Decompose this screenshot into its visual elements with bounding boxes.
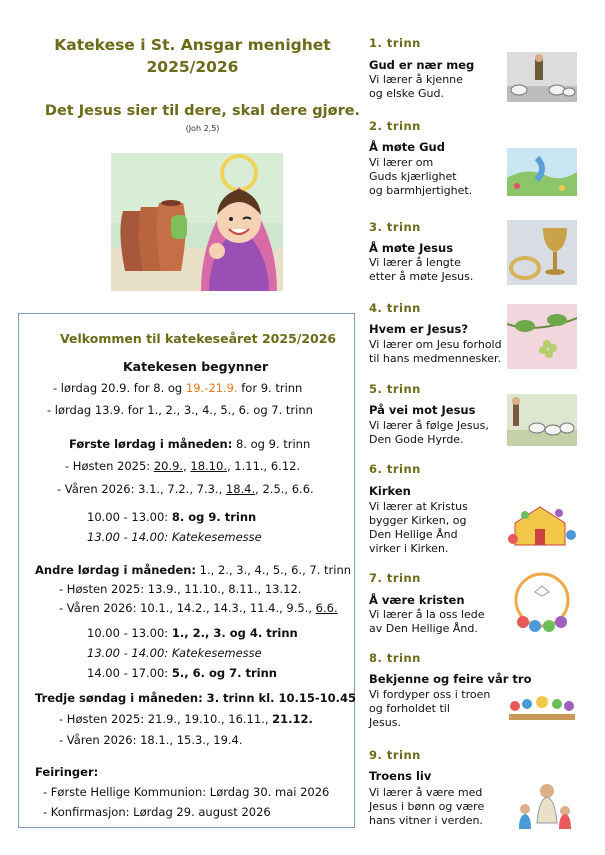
level-6-church-building-image [505,495,579,557]
second-saturday-autumn: - Høsten 2025: 13.9., 11.10., 8.11., 13.12. [59,582,302,596]
level-3-heading: 3. trinn [369,220,421,234]
level-2-creation-image [507,148,577,196]
level-8-heading: 8. trinn [369,651,421,665]
level-2-heading: 2. trinn [369,119,421,133]
level-7-title: Å være kristen [369,593,465,607]
start-heading: Katekesen begynner [123,359,269,374]
level-4-vine-image [507,304,577,369]
level-4-heading: 4. trinn [369,301,421,315]
level-4-description: Vi lærer om Jesu forhold til hans medmennesker. [369,338,502,365]
start-line-1: - lørdag 20.9. for 8. og 19.-21.9. for 9. trinn [53,381,303,395]
celebration-confirmation: - Konfirmasjon: Lørdag 29. august 2026 [43,805,271,819]
start-line-2: - lørdag 13.9. for 1., 2., 3., 4., 5., 6. og 7. trinn [47,403,313,417]
level-3-title: Å møte Jesus [369,241,454,255]
third-sunday-autumn: - Høsten 2025: 21.9., 19.10., 16.11., 21.12. [59,712,313,726]
level-2-title: Å møte Gud [369,140,445,154]
level-5-good-shepherd-image [507,394,577,446]
third-sunday-spring: - Våren 2026: 18.1., 15.3., 19.4. [59,733,243,747]
level-2-description: Vi lærer om Guds kjærlighet og barmhjertighet. [369,156,473,197]
level-8-last-supper-image [505,688,579,732]
level-6-title: Kirken [369,484,411,498]
second-saturday-heading: Andre lørdag i måneden: 1., 2., 3., 4., 5., 6., 7. trinn [35,563,352,577]
level-1-shepherd-image [507,52,577,102]
first-saturday-heading: Første lørdag i måneden: 8. og 9. trinn [69,437,311,451]
level-8-title: Bekjenne og feire vår tro [369,672,532,686]
level-3-description: Vi lærer å lengte etter å møte Jesus. [369,256,474,283]
second-saturday-time-1: 10.00 - 13.00: 1., 2., 3. og 4. trinn [87,626,298,640]
level-1-description: Vi lærer å kjenne og elske Gud. [369,73,463,100]
first-saturday-time-1: 10.00 - 13.00: 8. og 9. trinn [87,510,257,524]
page-title [30,34,355,78]
title-line-1: Katekese i St. Ansgar menighet [54,36,331,54]
first-saturday-autumn: - Høsten 2025: 20.9., 18.10., 1.11., 6.12. [65,459,301,473]
second-saturday-time-2: 13.00 - 14.00: Katekesemesse [87,646,262,660]
motto: Det Jesus sier til dere, skal dere gjøre. [44,103,361,119]
level-1-heading: 1. trinn [369,36,421,50]
level-7-heading: 7. trinn [369,571,421,585]
welcome-heading: Velkommen til katekeseåret 2025/2026 [60,331,337,346]
level-4-title: Hvem er Jesus? [369,322,469,336]
first-saturday-time-2: 13.00 - 14.00: Katekesemesse [87,530,262,544]
level-1-title: Gud er nær meg [369,58,475,72]
wedding-cana-illustration [111,153,283,291]
level-9-description: Vi lærer å være med Jesus i bønn og være hans vitner i verden. [369,786,485,827]
second-saturday-time-3: 14.00 - 17.00: 5., 6. og 7. trinn [87,666,277,680]
level-9-prayer-image [507,775,577,831]
celebrations-heading: Feiringer: [35,765,99,779]
level-6-heading: 6. trinn [369,462,421,476]
level-9-title: Troens liv [369,769,432,783]
second-saturday-spring: - Våren 2026: 10.1., 14.2., 14.3., 11.4., 9.5., 6.6. [59,601,338,615]
bible-reference: (Joh 2,5) [185,124,220,133]
level-6-description: Vi lærer at Kristus bygger Kirken, og Den Hellige Ånd virker i Kirken. [369,500,468,555]
celebration-first-communion: - Første Hellige Kommunion: Lørdag 30. mai 2026 [43,785,330,799]
level-5-title: På vei mot Jesus [369,403,476,417]
level-8-description: Vi fordyper oss i troen og forholdet til Jesus. [369,688,491,729]
welcome-box [18,313,355,828]
level-7-holy-spirit-image [509,570,575,640]
level-3-chalice-image [507,220,577,285]
level-5-description: Vi lærer å følge Jesus, Den Gode Hyrde. [369,419,489,446]
third-sunday-heading: Tredje søndag i måneden: 3. trinn kl. 10.15-10.45 [35,691,357,705]
title-line-2: 2025/2026 [146,58,239,76]
level-7-description: Vi lærer å la oss lede av Den Hellige Ånd. [369,608,485,635]
first-saturday-spring: - Våren 2026: 3.1., 7.2., 7.3., 18.4., 2.5., 6.6. [57,482,314,496]
level-9-heading: 9. trinn [369,748,421,762]
level-5-heading: 5. trinn [369,382,421,396]
